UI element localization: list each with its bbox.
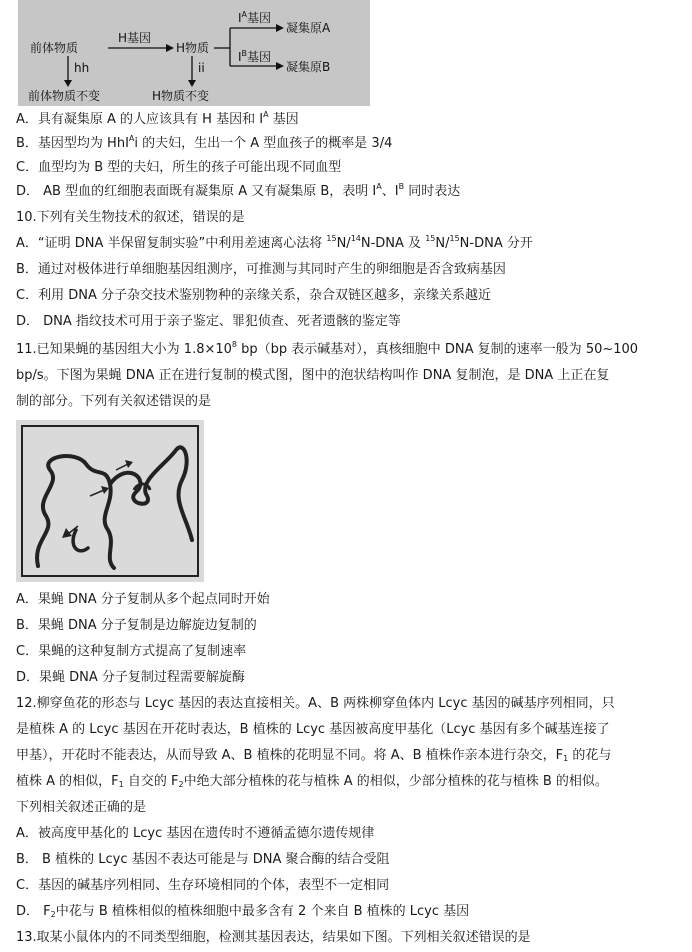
q11-stem-line1: 11.已知果蝇的基因组大小为 $1.8\times 10^8$ bp（bp 表示碱基对），真核细胞中 DNA 复制的速率一般为 50~100 [16, 340, 639, 357]
q11-option-c: C．果蝇的这种复制方式提高了复制速率 [16, 644, 247, 659]
q11-stem-line2: bp/s。下图为果蝇 DNA 正在进行复制的模式图，图中的泡状结构叫作 DNA 复制泡，是 DNA 上正在复 [16, 368, 610, 383]
q12-stem-line3: 甲基），开花时不能表达，从而导致 A、B 植株的花明显不同。将 A、B 植株作亲本进行杂交，$F_1$ 的花与 [16, 748, 612, 763]
replication-svg [16, 420, 204, 582]
agglutinogen-B-label: 凝集原B [286, 60, 331, 74]
pathway-svg [18, 0, 370, 106]
q11-option-d: D．果蝇 DNA 分子复制过程需要解旋酶 [16, 670, 245, 685]
q11-option-b: B．果蝇 DNA 分子复制是边解旋边复制的 [16, 618, 257, 633]
q9-option-d: D． AB 型血的红细胞表面既有凝集原 A 又有凝集原 B，表明 $I^A$、$I^B$ 同时表达 [16, 182, 461, 199]
q12-stem-line4: 植株 A 的相似，$F_1$ 自交的 $F_2$中绝大部分植株的花与植株 A 的相似，少部分植株的花与植株 B 的相似。 [16, 774, 608, 789]
q10-stem: 10.下列有关生物技术的叙述，错误的是 [16, 210, 245, 225]
H-substance-label: H物质 [176, 41, 210, 55]
q12-stem-line5: 下列相关叙述正确的是 [16, 800, 147, 815]
q9-option-c: C．血型均为 B 型的夫妇，所生的孩子可能出现不同血型 [16, 160, 342, 175]
q9-option-b: B．基因型均为 HhI$^A$i 的夫妇，生出一个 A 型血孩子的概率是 3/4 [16, 134, 393, 151]
q12-option-d: D． $F_2$中花与 B 植株相似的植株细胞中最多含有 2 个来自 B 植株的 Lcyc 基因 [16, 904, 470, 919]
ii-label: ii [198, 61, 205, 75]
gene-IA-label: $I^A$基因 [238, 10, 272, 25]
gene-IB-label: $I^B$基因 [238, 49, 272, 64]
q10-option-a: A．“证明 DNA 半保留复制实验”中利用差速离心法将 $^{15}$N/$^{14}$N-DNA 及 $^{15}$N/$^{15}$N-DNA 分开 [16, 234, 533, 251]
hh-label: hh [74, 61, 90, 75]
q10-option-d: D． DNA 指纹技术可用于亲子鉴定、罪犯侦查、死者遗骸的鉴定等 [16, 314, 401, 329]
q13-stem: 13.取某小鼠体内的不同类型细胞，检测其基因表达，结果如下图。下列相关叙述错误的是 [16, 930, 531, 945]
precursor-label: 前体物质 [30, 41, 79, 55]
q9-option-a: A．具有凝集原 A 的人应该具有 H 基因和 $I^A$ 基因 [16, 110, 299, 127]
q10-option-b: B．通过对极体进行单细胞基因组测序，可推测与其同时产生的卵细胞是否含致病基因 [16, 262, 506, 277]
q12-option-b: B． B 植株的 Lcyc 基因不表达可能是与 DNA 聚合酶的结合受阻 [16, 852, 390, 867]
precursor-unchanged-label: 前体物质不变 [28, 89, 101, 103]
dna-replication-bubble-figure [16, 420, 204, 582]
q11-stem-line3: 制的部分。下列有关叙述错误的是 [16, 394, 212, 409]
blood-type-pathway-diagram [18, 0, 370, 106]
q11-option-a: A．果蝇 DNA 分子复制从多个起点同时开始 [16, 592, 270, 607]
q12-option-c: C．基因的碱基序列相同、生存环境相同的个体，表型不一定相同 [16, 878, 390, 893]
H-unchanged-label: H物质不变 [152, 89, 210, 103]
q12-stem-line1: 12.柳穿鱼花的形态与 Lcyc 基因的表达直接相关。A、B 两株柳穿鱼体内 Lcyc 基因的碱基序列相同，只 [16, 696, 615, 711]
q10-option-c: C．利用 DNA 分子杂交技术鉴别物种的亲缘关系，杂合双链区越多，亲缘关系越近 [16, 288, 491, 303]
q12-stem-line2: 是植株 A 的 Lcyc 基因在开花时表达，B 植株的 Lcyc 基因被高度甲基化（Lcyc 基因有多个碱基连接了 [16, 722, 610, 737]
H-gene-label: H基因 [118, 31, 152, 45]
agglutinogen-A-label: 凝集原A [286, 21, 331, 35]
q12-option-a: A．被高度甲基化的 Lcyc 基因在遗传时不遵循孟德尔遗传规律 [16, 826, 375, 841]
